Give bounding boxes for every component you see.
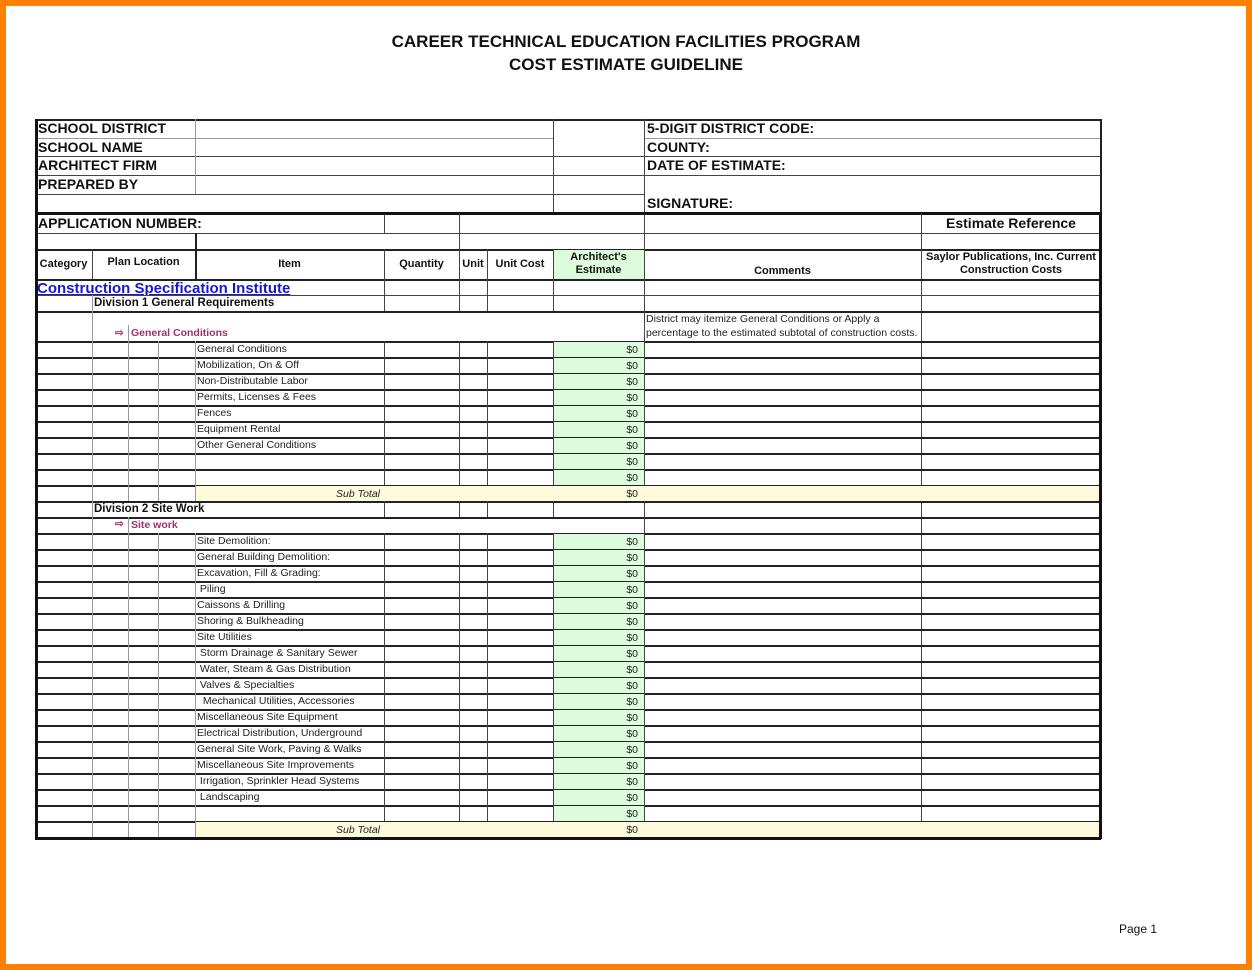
unit-input[interactable] — [460, 774, 486, 788]
date-of-estimate-label: DATE OF ESTIMATE: — [647, 157, 786, 173]
quantity-input[interactable] — [385, 678, 458, 692]
architects-estimate-value: $0 — [626, 792, 638, 804]
comments-input[interactable] — [645, 678, 920, 692]
form-field-input[interactable] — [196, 120, 551, 137]
grid-line — [384, 533, 385, 821]
comments-input[interactable] — [645, 566, 920, 580]
grid-line — [644, 517, 645, 533]
grid-line — [195, 249, 197, 279]
comments-input[interactable] — [645, 662, 920, 676]
comments-input[interactable] — [645, 694, 920, 708]
arrow-right-icon: ⇨ — [115, 327, 124, 339]
architects-estimate-header-line2: Estimate — [575, 264, 622, 276]
unit-input[interactable] — [460, 582, 486, 596]
district-code-label: 5-DIGIT DISTRICT CODE: — [647, 120, 815, 136]
grid-line — [128, 533, 129, 837]
architects-estimate-value: $0 — [626, 712, 638, 724]
grid-line — [92, 311, 93, 341]
unit-cost-input[interactable] — [488, 566, 552, 580]
grid-line — [459, 214, 460, 249]
architects-estimate-value: $0 — [626, 424, 638, 436]
estimate-reference-label: Estimate Reference — [946, 215, 1076, 231]
quantity-input[interactable] — [385, 614, 458, 628]
item-name: Equipment Rental — [197, 423, 281, 435]
grid-line — [195, 341, 196, 501]
item-name: Electrical Distribution, Underground — [197, 727, 363, 739]
comments-input[interactable] — [645, 582, 920, 596]
form-label: PREPARED BY — [38, 176, 139, 192]
unit-cost-input[interactable] — [488, 646, 552, 660]
quantity-input[interactable] — [385, 774, 458, 788]
architects-estimate-value: $0 — [626, 584, 638, 596]
architects-estimate-value: $0 — [626, 344, 638, 356]
comments-input[interactable] — [645, 630, 920, 644]
item-name: Miscellaneous Site Equipment — [197, 711, 338, 723]
unit-cost-input[interactable] — [488, 582, 552, 596]
grid-line — [92, 341, 93, 501]
page-number: Page 1 — [1119, 922, 1158, 936]
form-field-input[interactable] — [196, 157, 551, 174]
unit-cost-input[interactable] — [488, 662, 552, 676]
grid-line — [644, 279, 645, 311]
quantity-input[interactable] — [385, 646, 458, 660]
architects-estimate-value: $0 — [626, 728, 638, 740]
item-name: General Conditions — [197, 343, 287, 355]
unit-cost-input[interactable] — [488, 422, 552, 436]
grid-line — [195, 533, 196, 837]
quantity-input[interactable] — [385, 470, 458, 484]
item-name: Irrigation, Sprinkler Head Systems — [197, 775, 360, 787]
quantity-input[interactable] — [385, 758, 458, 772]
quantity-input[interactable] — [385, 582, 458, 596]
grid-line — [35, 311, 1101, 313]
application-number-label: APPLICATION NUMBER: — [38, 215, 202, 231]
architects-estimate-value: $0 — [626, 472, 638, 484]
grid-line — [384, 341, 385, 485]
grid-line — [644, 119, 645, 212]
grid-line — [644, 249, 645, 279]
architects-estimate-value: $0 — [626, 408, 638, 420]
grid-line — [128, 517, 129, 533]
date-of-estimate-input[interactable] — [800, 157, 1098, 174]
grid-line — [128, 341, 129, 501]
grid-line — [92, 249, 93, 279]
comments-input[interactable] — [645, 534, 920, 548]
csi-title-link[interactable]: Construction Specification Institute — [37, 280, 291, 297]
comments-input[interactable] — [645, 358, 920, 372]
unit-cost-input[interactable] — [488, 454, 552, 468]
quantity-input[interactable] — [385, 374, 458, 388]
unit-input[interactable] — [460, 374, 486, 388]
unit-cost-input[interactable] — [488, 758, 552, 772]
quantity-input[interactable] — [385, 406, 458, 420]
architects-estimate-header-line1: Architect's — [570, 251, 627, 263]
comments-input[interactable] — [645, 438, 920, 452]
form-field-input[interactable] — [196, 176, 551, 193]
quantity-input[interactable] — [385, 566, 458, 580]
reference-header-line2: Construction Costs — [959, 264, 1063, 276]
grid-line — [158, 341, 159, 501]
comments-input[interactable] — [645, 374, 920, 388]
quantity-input[interactable] — [385, 438, 458, 452]
item-name: Shoring & Bulkheading — [197, 615, 304, 627]
architects-estimate-value: $0 — [626, 568, 638, 580]
reference-header-line1: Saylor Publications, Inc. Current — [926, 251, 1096, 263]
item-name: Water, Steam & Gas Distribution — [197, 663, 351, 675]
form-label: SCHOOL DISTRICT — [38, 120, 167, 136]
subtotal-label: Sub Total — [336, 488, 380, 500]
item-name — [197, 454, 382, 468]
architects-estimate-value: $0 — [626, 552, 638, 564]
item-name: Storm Drainage & Sanitary Sewer — [197, 647, 358, 659]
grid-line — [92, 295, 93, 311]
item-name: Landscaping — [197, 791, 260, 803]
unit-cost-input[interactable] — [488, 614, 552, 628]
architects-estimate-value: $0 — [626, 680, 638, 692]
unit-input[interactable] — [460, 742, 486, 756]
subtotal-value: $0 — [626, 824, 638, 836]
grid-line — [487, 501, 488, 517]
unit-input[interactable] — [460, 806, 486, 820]
grid-line — [92, 517, 93, 533]
quantity-input[interactable] — [385, 694, 458, 708]
item-name: Miscellaneous Site Improvements — [197, 759, 354, 771]
comments-input[interactable] — [645, 342, 920, 356]
district-code-input[interactable] — [820, 120, 1098, 137]
application-number-input[interactable] — [385, 214, 643, 232]
unit-input[interactable] — [460, 710, 486, 724]
quantity-input[interactable] — [385, 790, 458, 804]
unit-input[interactable] — [460, 614, 486, 628]
grid-line — [644, 311, 645, 341]
comments-input[interactable] — [645, 454, 920, 468]
comments-input[interactable] — [645, 710, 920, 724]
grid-line — [158, 533, 159, 837]
grid-line — [459, 501, 460, 517]
unit-input[interactable] — [460, 438, 486, 452]
item-name: Excavation, Fill & Grading: — [197, 567, 321, 579]
grid-line — [644, 214, 645, 249]
architects-estimate-value: $0 — [626, 696, 638, 708]
architects-estimate-value: $0 — [626, 440, 638, 452]
unit-input[interactable] — [460, 390, 486, 404]
grid-line — [384, 214, 385, 233]
item-name: Mobilization, On & Off — [197, 359, 299, 371]
architects-estimate-value: $0 — [626, 744, 638, 756]
comments-input[interactable] — [645, 598, 920, 612]
grid-line — [487, 279, 488, 311]
subtotal-value: $0 — [626, 488, 638, 500]
unit-cost-input[interactable] — [488, 742, 552, 756]
signature-label: SIGNATURE: — [647, 195, 734, 211]
item-name: Piling — [197, 583, 226, 595]
unit-input[interactable] — [460, 646, 486, 660]
grid-line — [459, 533, 460, 821]
division2-title: Division 2 Site Work — [94, 503, 205, 515]
grid-line — [553, 501, 554, 517]
quantity-input[interactable] — [385, 422, 458, 436]
architects-estimate-value: $0 — [626, 776, 638, 788]
item-name: Mechanical Utilities, Accessories — [197, 695, 355, 707]
grid-line — [487, 533, 488, 821]
architects-estimate-value: $0 — [626, 536, 638, 548]
comments-input[interactable] — [645, 790, 920, 804]
item-name: Site Utilities — [197, 631, 252, 643]
architects-estimate-value: $0 — [626, 760, 638, 772]
comments-input[interactable] — [645, 742, 920, 756]
quantity-input[interactable] — [385, 390, 458, 404]
quantity-input[interactable] — [385, 342, 458, 356]
comments-input[interactable] — [645, 390, 920, 404]
quantity-input[interactable] — [385, 726, 458, 740]
architects-estimate-value: $0 — [626, 664, 638, 676]
item-name — [197, 806, 382, 820]
unit-cost-input[interactable] — [488, 374, 552, 388]
comments-input[interactable] — [645, 470, 920, 484]
division2-subsection-title: Site work — [131, 519, 178, 531]
unit-input[interactable] — [460, 726, 486, 740]
grid-line — [644, 341, 645, 485]
architects-estimate-value: $0 — [626, 632, 638, 644]
architects-estimate-value: $0 — [626, 808, 638, 820]
unit-input[interactable] — [460, 758, 486, 772]
form-label: ARCHITECT FIRM — [38, 157, 157, 173]
form-field-input[interactable] — [196, 139, 551, 156]
grid-line — [35, 138, 553, 139]
arrow-right-icon: ⇨ — [115, 518, 124, 530]
unit-input[interactable] — [460, 790, 486, 804]
comments-input[interactable] — [645, 726, 920, 740]
comments-input[interactable] — [645, 806, 920, 820]
grid-line — [35, 119, 38, 839]
grid-line — [384, 279, 385, 311]
grid-line — [644, 533, 645, 821]
grid-line — [384, 249, 385, 279]
category-column-header: Category — [39, 258, 88, 270]
plan-location-column-header: Plan Location — [107, 256, 180, 268]
item-name: Permits, Licenses & Fees — [197, 391, 317, 403]
architects-estimate-value: $0 — [626, 616, 638, 628]
quantity-input[interactable] — [385, 710, 458, 724]
architects-estimate-value: $0 — [626, 648, 638, 660]
unit-input[interactable] — [460, 662, 486, 676]
unit-input[interactable] — [460, 470, 486, 484]
item-name: Fences — [197, 407, 232, 419]
division1-subsection-title: General Conditions — [131, 327, 228, 339]
grid-line — [553, 533, 554, 821]
unit-input[interactable] — [460, 694, 486, 708]
unit-cost-input[interactable] — [488, 726, 552, 740]
grid-line — [644, 501, 645, 517]
county-input[interactable] — [720, 139, 1098, 156]
division1-comment-line1: District may itemize General Conditions or Apply a — [646, 313, 880, 325]
unit-cost-input[interactable] — [488, 342, 552, 356]
grid-line — [35, 837, 1101, 840]
comments-input[interactable] — [645, 550, 920, 564]
quantity-input[interactable] — [385, 454, 458, 468]
grid-line — [553, 249, 554, 279]
comments-input[interactable] — [645, 774, 920, 788]
quantity-column-header: Quantity — [399, 258, 444, 270]
unit-input[interactable] — [460, 454, 486, 468]
unit-cost-input[interactable] — [488, 534, 552, 548]
division1-title: Division 1 General Requirements — [94, 297, 275, 309]
grid-line — [487, 341, 488, 485]
item-name: Valves & Specialties — [197, 679, 295, 691]
unit-cost-input[interactable] — [488, 806, 552, 820]
document-title: CAREER TECHNICAL EDUCATION FACILITIES PROGRAM — [391, 32, 861, 51]
signature-input[interactable] — [740, 176, 1098, 212]
grid-line — [459, 249, 460, 279]
document-subtitle: COST ESTIMATE GUIDELINE — [509, 55, 743, 74]
unit-input[interactable] — [460, 678, 486, 692]
grid-line — [553, 119, 554, 212]
grid-line — [128, 325, 129, 341]
unit-cost-input[interactable] — [488, 694, 552, 708]
grid-line — [553, 279, 554, 311]
unit-input[interactable] — [460, 422, 486, 436]
quantity-input[interactable] — [385, 550, 458, 564]
comments-input[interactable] — [645, 422, 920, 436]
unit-cost-input[interactable] — [488, 678, 552, 692]
item-name: Non-Distributable Labor — [197, 375, 308, 387]
quantity-input[interactable] — [385, 662, 458, 676]
grid-line — [1099, 212, 1102, 839]
unit-cost-input[interactable] — [488, 790, 552, 804]
grid-line — [1100, 119, 1102, 212]
item-name: Other General Conditions — [197, 439, 317, 451]
unit-cost-input[interactable] — [488, 470, 552, 484]
unit-cost-column-header: Unit Cost — [495, 258, 545, 270]
unit-input[interactable] — [460, 358, 486, 372]
comments-column-header: Comments — [754, 265, 811, 277]
unit-cost-input[interactable] — [488, 438, 552, 452]
architects-estimate-value: $0 — [626, 360, 638, 372]
item-name: General Site Work, Paving & Walks — [197, 743, 362, 755]
item-name — [197, 470, 382, 484]
grid-line — [92, 501, 93, 517]
unit-input[interactable] — [460, 566, 486, 580]
quantity-input[interactable] — [385, 598, 458, 612]
unit-input[interactable] — [460, 342, 486, 356]
unit-column-header: Unit — [462, 258, 484, 270]
unit-input[interactable] — [460, 550, 486, 564]
unit-input[interactable] — [460, 534, 486, 548]
grid-line — [553, 341, 554, 485]
unit-input[interactable] — [460, 630, 486, 644]
unit-cost-input[interactable] — [488, 598, 552, 612]
unit-cost-input[interactable] — [488, 550, 552, 564]
grid-line — [487, 249, 488, 279]
form-label: SCHOOL NAME — [38, 139, 143, 155]
grid-line — [459, 341, 460, 485]
grid-line — [195, 119, 196, 194]
architects-estimate-value: $0 — [626, 376, 638, 388]
county-label: COUNTY: — [647, 139, 710, 155]
quantity-input[interactable] — [385, 806, 458, 820]
comments-input[interactable] — [645, 646, 920, 660]
comments-input[interactable] — [645, 758, 920, 772]
architects-estimate-value: $0 — [626, 456, 638, 468]
item-name: General Building Demolition: — [197, 551, 331, 563]
unit-input[interactable] — [460, 406, 486, 420]
quantity-input[interactable] — [385, 742, 458, 756]
unit-cost-input[interactable] — [488, 406, 552, 420]
grid-line — [195, 233, 197, 249]
item-column-header: Item — [278, 258, 301, 270]
unit-cost-input[interactable] — [488, 358, 552, 372]
grid-line — [92, 533, 93, 837]
unit-cost-input[interactable] — [488, 630, 552, 644]
subtotal-label: Sub Total — [336, 824, 380, 836]
comments-input[interactable] — [645, 406, 920, 420]
unit-cost-input[interactable] — [488, 390, 552, 404]
quantity-input[interactable] — [385, 534, 458, 548]
quantity-input[interactable] — [385, 358, 458, 372]
quantity-input[interactable] — [385, 630, 458, 644]
unit-cost-input[interactable] — [488, 710, 552, 724]
unit-input[interactable] — [460, 598, 486, 612]
grid-line — [459, 279, 460, 311]
architects-estimate-value: $0 — [626, 392, 638, 404]
division1-comment-line2: percentage to the estimated subtotal of construction costs. — [646, 327, 918, 339]
unit-cost-input[interactable] — [488, 774, 552, 788]
grid-line — [384, 501, 385, 517]
architects-estimate-value: $0 — [626, 600, 638, 612]
item-name: Caissons & Drilling — [197, 599, 286, 611]
item-name: Site Demolition: — [197, 535, 271, 547]
comments-input[interactable] — [645, 614, 920, 628]
grid-line — [644, 138, 1101, 139]
